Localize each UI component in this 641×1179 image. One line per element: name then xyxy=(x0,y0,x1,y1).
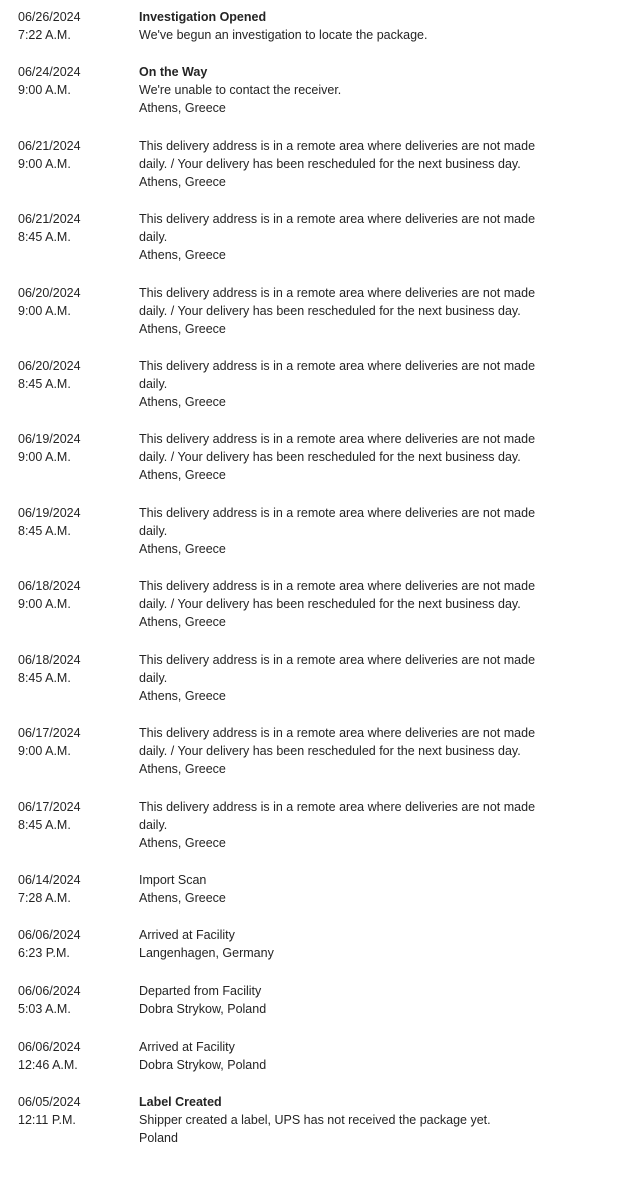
event-status-title: Label Created xyxy=(139,1095,222,1109)
event-location: Poland xyxy=(139,1131,178,1145)
event-location: Athens, Greece xyxy=(139,762,226,776)
event-time: 7:28 A.M. xyxy=(18,891,71,905)
event-detail xyxy=(139,651,559,705)
event-time: 6:23 P.M. xyxy=(18,946,70,960)
event-date: 06/17/2024 xyxy=(18,800,81,814)
event-detail xyxy=(139,63,559,117)
event-date: 06/19/2024 xyxy=(18,506,81,520)
event-time: 9:00 A.M. xyxy=(18,744,71,758)
event-datetime xyxy=(18,1038,128,1074)
event-datetime xyxy=(18,504,128,540)
event-date: 06/20/2024 xyxy=(18,286,81,300)
event-location: Athens, Greece xyxy=(139,395,226,409)
event-detail xyxy=(139,1093,559,1147)
event-description: This delivery address is in a remote area where deliveries are not made daily. xyxy=(139,506,536,538)
event-description: This delivery address is in a remote area where deliveries are not made daily. xyxy=(139,359,536,391)
event-time: 7:22 A.M. xyxy=(18,28,71,42)
event-location: Athens, Greece xyxy=(139,615,226,629)
event-location: Athens, Greece xyxy=(139,689,226,703)
event-location: Athens, Greece xyxy=(139,175,226,189)
event-time: 9:00 A.M. xyxy=(18,157,71,171)
event-date: 06/06/2024 xyxy=(18,1040,81,1054)
event-detail xyxy=(139,577,559,631)
event-datetime xyxy=(18,982,128,1018)
event-detail xyxy=(139,871,559,907)
event-date: 06/21/2024 xyxy=(18,212,81,226)
event-date: 06/18/2024 xyxy=(18,579,81,593)
event-description: Import Scan xyxy=(139,873,207,887)
event-description: Arrived at Facility xyxy=(139,928,235,942)
event-description: Arrived at Facility xyxy=(139,1040,235,1054)
event-date: 06/06/2024 xyxy=(18,984,81,998)
event-datetime xyxy=(18,577,128,613)
event-date: 06/06/2024 xyxy=(18,928,81,942)
event-detail xyxy=(139,926,559,962)
event-datetime xyxy=(18,651,128,687)
event-datetime xyxy=(18,871,128,907)
event-time: 12:11 P.M. xyxy=(18,1113,76,1127)
event-location: Langenhagen, Germany xyxy=(139,946,274,960)
event-datetime xyxy=(18,284,128,320)
event-location: Athens, Greece xyxy=(139,468,226,482)
event-description: This delivery address is in a remote area where deliveries are not made daily. xyxy=(139,212,536,244)
event-time: 8:45 A.M. xyxy=(18,524,71,538)
event-datetime xyxy=(18,724,128,760)
event-detail xyxy=(139,8,559,44)
event-location: Athens, Greece xyxy=(139,542,226,556)
event-time: 9:00 A.M. xyxy=(18,304,71,318)
event-detail xyxy=(139,724,559,778)
event-datetime xyxy=(18,357,128,393)
event-location: Dobra Strykow, Poland xyxy=(139,1002,267,1016)
event-datetime xyxy=(18,926,128,962)
event-time: 12:46 A.M. xyxy=(18,1058,78,1072)
event-date: 06/05/2024 xyxy=(18,1095,81,1109)
event-location: Athens, Greece xyxy=(139,322,226,336)
event-datetime xyxy=(18,1093,128,1129)
event-location: Athens, Greece xyxy=(139,836,226,850)
event-description: Departed from Facility xyxy=(139,984,262,998)
event-date: 06/21/2024 xyxy=(18,139,81,153)
event-date: 06/14/2024 xyxy=(18,873,81,887)
event-date: 06/19/2024 xyxy=(18,432,81,446)
event-description: This delivery address is in a remote area where deliveries are not made daily. / Your delivery has been rescheduled for the next business day. xyxy=(139,579,536,611)
event-time: 9:00 A.M. xyxy=(18,83,71,97)
event-detail xyxy=(139,430,559,484)
event-location: Athens, Greece xyxy=(139,891,226,905)
event-datetime xyxy=(18,430,128,466)
event-time: 9:00 A.M. xyxy=(18,450,71,464)
event-detail xyxy=(139,504,559,558)
event-time: 9:00 A.M. xyxy=(18,597,71,611)
event-detail xyxy=(139,1038,559,1074)
event-description: We're unable to contact the receiver. xyxy=(139,83,342,97)
event-date: 06/18/2024 xyxy=(18,653,81,667)
event-datetime xyxy=(18,63,128,99)
event-description: This delivery address is in a remote area where deliveries are not made daily. / Your delivery has been rescheduled for the next business day. xyxy=(139,726,536,758)
event-location: Athens, Greece xyxy=(139,248,226,262)
event-description: This delivery address is in a remote area where deliveries are not made daily. xyxy=(139,653,536,685)
event-description: This delivery address is in a remote area where deliveries are not made daily. xyxy=(139,800,536,832)
event-date: 06/26/2024 xyxy=(18,10,81,24)
event-location: Athens, Greece xyxy=(139,101,226,115)
event-description: This delivery address is in a remote area where deliveries are not made daily. / Your delivery has been rescheduled for the next business day. xyxy=(139,432,536,464)
event-detail xyxy=(139,357,559,411)
event-time: 8:45 A.M. xyxy=(18,377,71,391)
event-detail xyxy=(139,284,559,338)
event-detail xyxy=(139,137,559,191)
event-status-title: Investigation Opened xyxy=(139,10,267,24)
event-datetime xyxy=(18,798,128,834)
event-location: Dobra Strykow, Poland xyxy=(139,1058,267,1072)
event-time: 8:45 A.M. xyxy=(18,230,71,244)
event-status-title: On the Way xyxy=(139,65,208,79)
event-description: Shipper created a label, UPS has not received the package yet. xyxy=(139,1113,491,1127)
event-description: We've begun an investigation to locate the package. xyxy=(139,28,428,42)
event-detail xyxy=(139,982,559,1018)
event-date: 06/17/2024 xyxy=(18,726,81,740)
event-description: This delivery address is in a remote area where deliveries are not made daily. / Your delivery has been rescheduled for the next business day. xyxy=(139,139,536,171)
event-description: This delivery address is in a remote area where deliveries are not made daily. / Your delivery has been rescheduled for the next business day. xyxy=(139,286,536,318)
event-datetime xyxy=(18,210,128,246)
event-date: 06/20/2024 xyxy=(18,359,81,373)
event-time: 8:45 A.M. xyxy=(18,671,71,685)
event-time: 8:45 A.M. xyxy=(18,818,71,832)
event-datetime xyxy=(18,137,128,173)
event-detail xyxy=(139,210,559,264)
event-time: 5:03 A.M. xyxy=(18,1002,71,1016)
event-datetime xyxy=(18,8,128,44)
event-date: 06/24/2024 xyxy=(18,65,81,79)
event-detail xyxy=(139,798,559,852)
